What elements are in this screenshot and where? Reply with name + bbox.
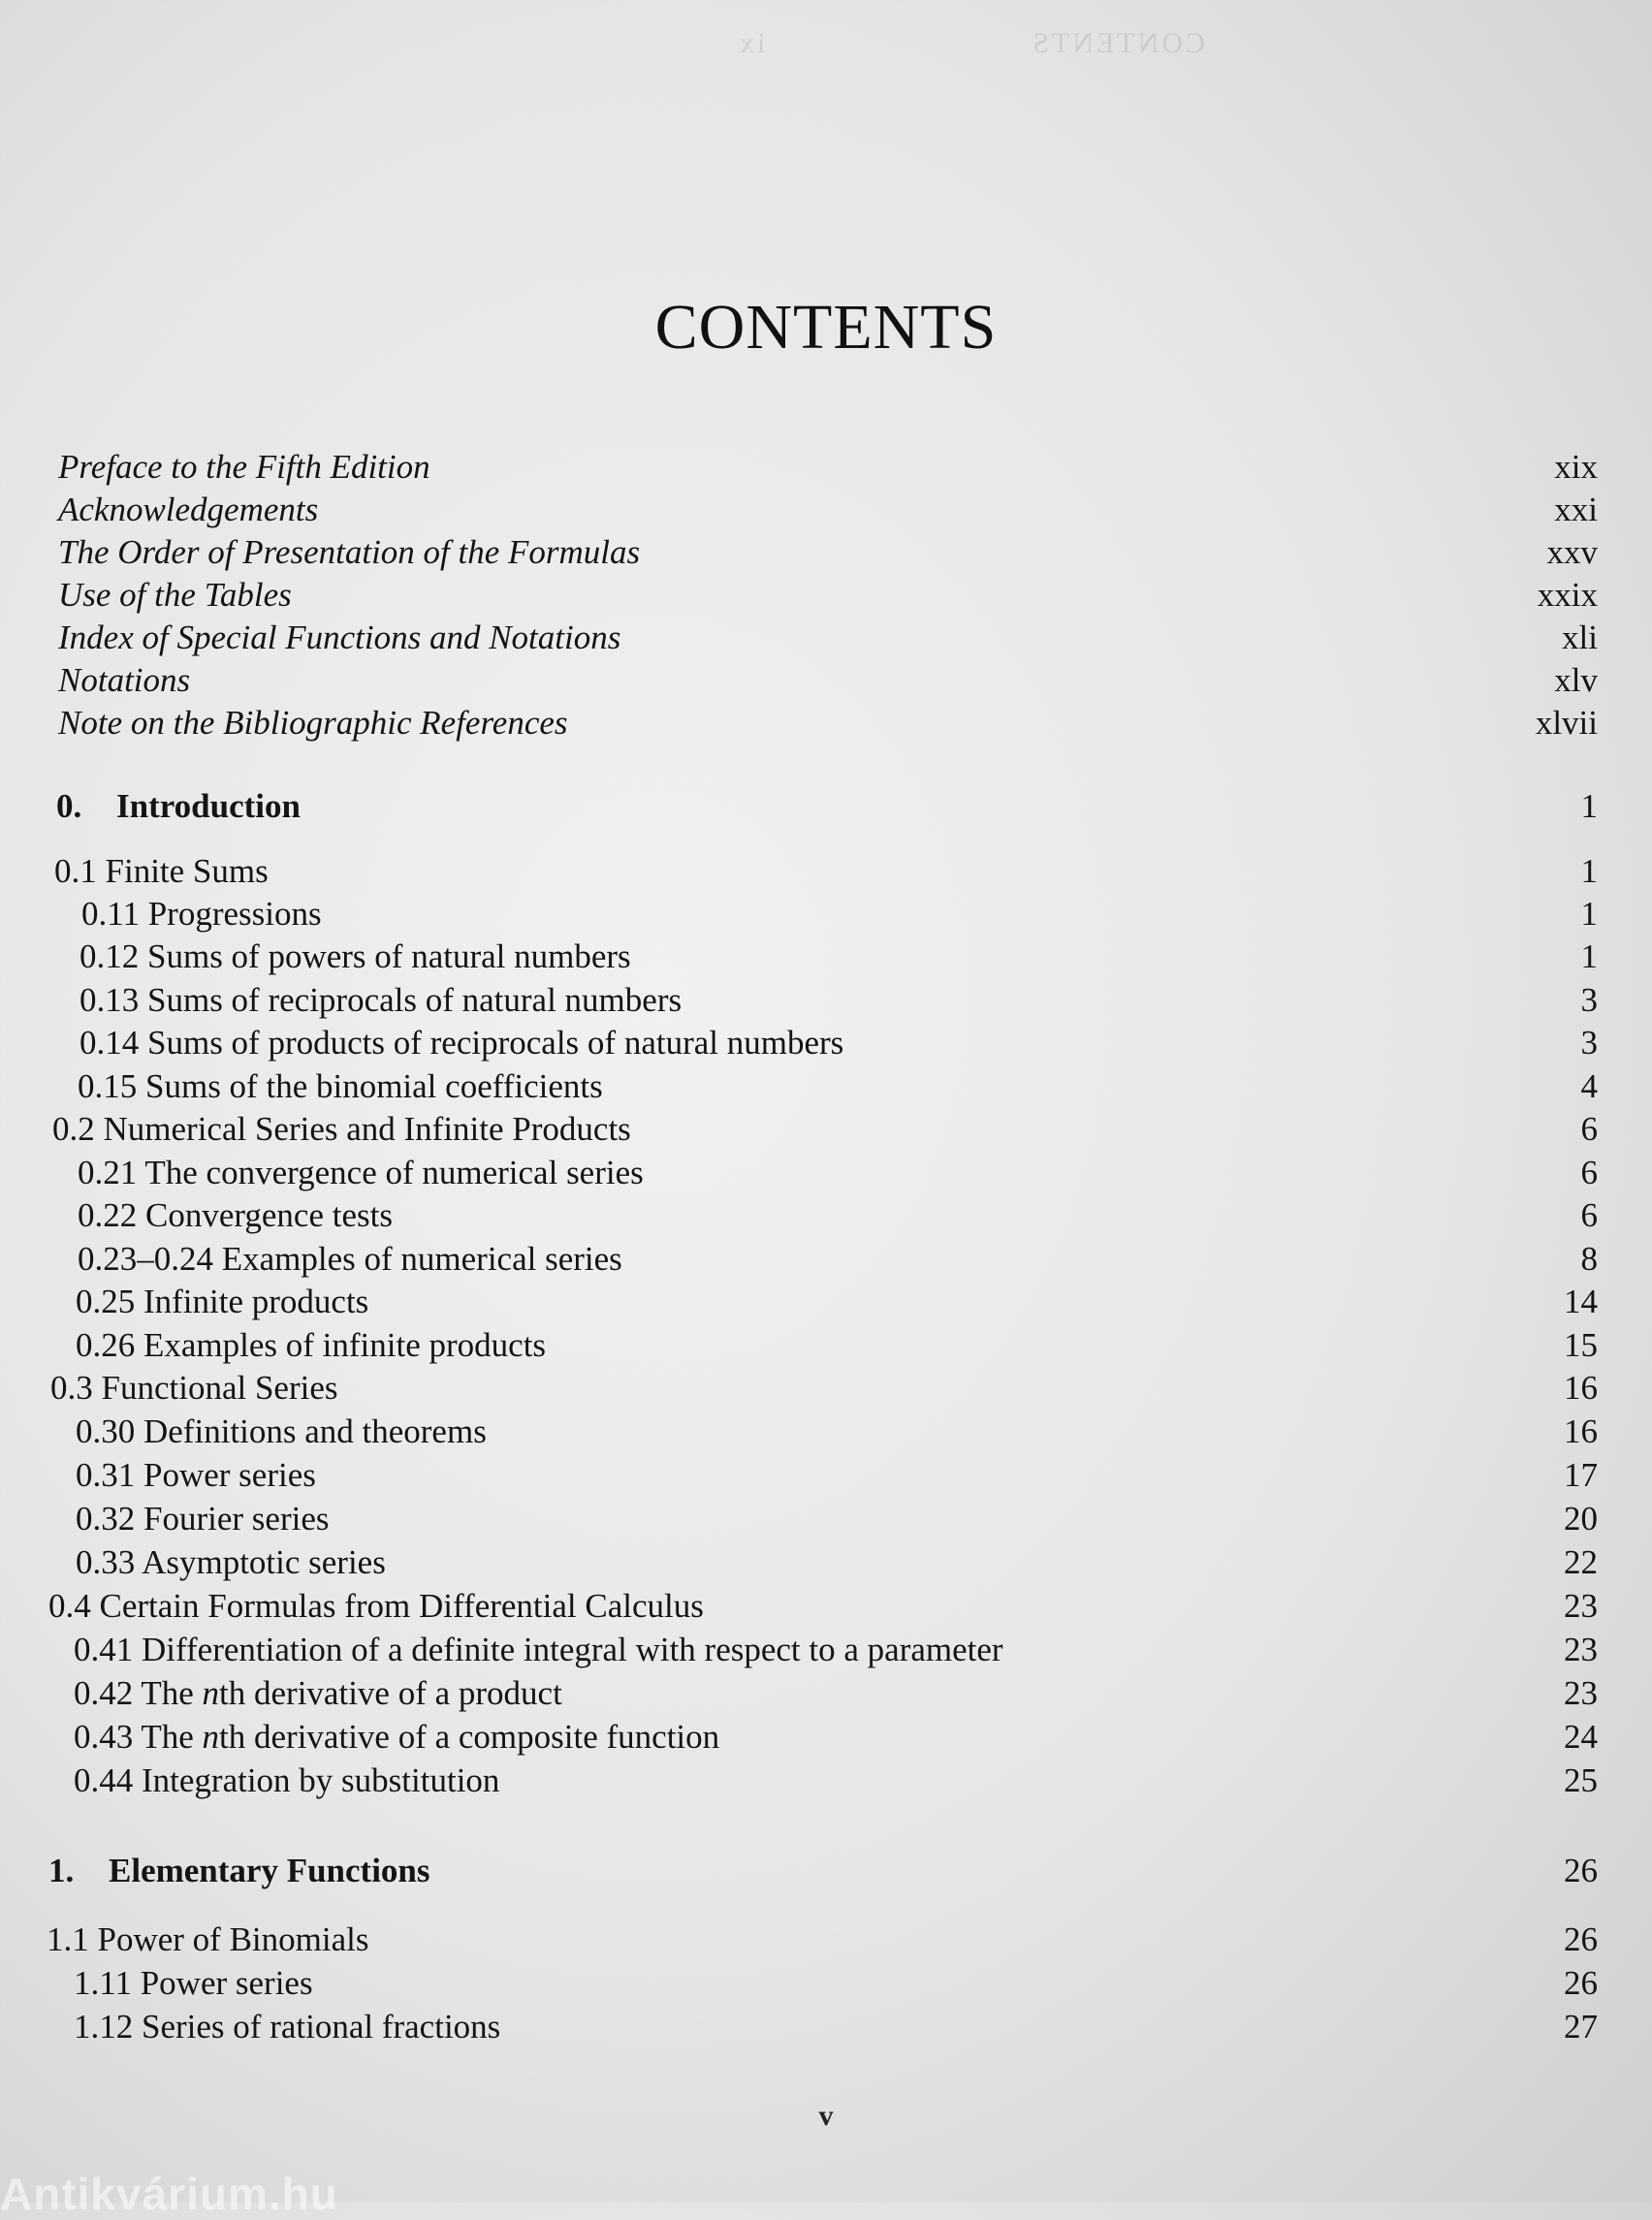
- toc-row-subsection: [0, 1194, 1652, 1237]
- toc-entry-label: Use of the Tables: [58, 576, 292, 614]
- toc-row-subsection: [0, 1672, 1652, 1715]
- toc-entry-label: 0.41 Differentiation of a definite integral with respect to a parameter: [74, 1631, 1003, 1668]
- toc-entry-label: The Order of Presentation of the Formulas: [58, 533, 641, 571]
- toc-entry-page: xxv: [1546, 533, 1598, 571]
- toc-entry-page: 22: [1564, 1543, 1598, 1581]
- toc-entry-label: 1.11 Power series: [74, 1964, 313, 2002]
- toc-row-subsection: [0, 1629, 1652, 1671]
- toc-row-subsection: [0, 1454, 1652, 1497]
- toc-row-subsection: [0, 1541, 1652, 1584]
- toc-row-subsection: [0, 2006, 1652, 2048]
- toc-entry-page: 23: [1564, 1674, 1598, 1712]
- toc-entry-page: 3: [1580, 1024, 1598, 1062]
- toc-row-subsection: [0, 1498, 1652, 1540]
- toc-entry-label: 1.1 Power of Binomials: [47, 1920, 369, 1958]
- toc-entry-page: 6: [1580, 1110, 1598, 1148]
- toc-entry-label: Index of Special Functions and Notations: [58, 618, 621, 656]
- toc-row-subsection: [0, 1281, 1652, 1323]
- toc-row-subsection: [0, 893, 1652, 936]
- toc-entry-label: 0.11 Progressions: [81, 895, 322, 933]
- toc-entry-label: Acknowledgements: [58, 491, 319, 528]
- chapter-title: Introduction: [116, 787, 301, 825]
- chapter-heading: [56, 785, 301, 828]
- toc-entry-page: 20: [1564, 1500, 1598, 1538]
- toc-entry-label: 0.2 Numerical Series and Infinite Products: [52, 1110, 631, 1148]
- toc-entry-page: xix: [1554, 448, 1598, 486]
- bleed-through-running-head: CONTENTS ix: [737, 27, 1205, 59]
- toc-row-section: [0, 1367, 1652, 1410]
- toc-row-chapter: [0, 785, 1652, 828]
- chapter-title: Elementary Functions: [109, 1852, 430, 1889]
- toc-entry-page: 24: [1564, 1718, 1598, 1756]
- toc-entry-page: 23: [1564, 1631, 1598, 1668]
- toc-row-front-matter: [0, 574, 1652, 617]
- toc-row-subsection: [0, 1411, 1652, 1453]
- toc-entry-label: 0.15 Sums of the binomial coefficients: [78, 1067, 603, 1105]
- toc-row-section: [0, 1108, 1652, 1151]
- toc-entry-page: 3: [1580, 981, 1598, 1019]
- toc-row-subsection: [0, 1065, 1652, 1108]
- chapter-number: 0.: [56, 787, 82, 825]
- chapter-number: 1.: [48, 1852, 75, 1889]
- toc-entry-page: xlv: [1554, 661, 1598, 699]
- toc-entry-page: 1: [1580, 787, 1598, 825]
- toc-entry-label: 0.21 The convergence of numerical series: [78, 1154, 644, 1191]
- toc-entry-label: 0.44 Integration by substitution: [74, 1761, 500, 1799]
- toc-entry-page: 27: [1564, 2008, 1598, 2046]
- toc-entry-page: 1: [1580, 852, 1598, 890]
- toc-entry-page: xlvii: [1535, 704, 1598, 742]
- toc-entry-page: xxix: [1537, 576, 1598, 614]
- toc-entry-page: xxi: [1554, 491, 1598, 528]
- toc-entry-label: Notations: [58, 661, 191, 699]
- toc-entry-label: 0.12 Sums of powers of natural numbers: [79, 937, 631, 975]
- toc-entry-label: 0.13 Sums of reciprocals of natural numbers: [79, 981, 683, 1019]
- toc-row-front-matter: [0, 617, 1652, 659]
- toc-row-section: [0, 850, 1652, 893]
- toc-entry-label: 0.25 Infinite products: [76, 1283, 369, 1320]
- toc-entry-page: 6: [1580, 1154, 1598, 1191]
- toc-row-front-matter: [0, 659, 1652, 702]
- toc-row-subsection: [0, 1152, 1652, 1194]
- toc-row-subsection: [0, 1324, 1652, 1367]
- watermark-logo: Antikvárium.hu: [0, 2169, 338, 2219]
- toc-row-subsection: [0, 1760, 1652, 1802]
- toc-row-subsection: [0, 1238, 1652, 1281]
- toc-row-front-matter: [0, 702, 1652, 745]
- toc-entry-label: 0.23–0.24 Examples of numerical series: [78, 1240, 622, 1278]
- toc-entry-page: 1: [1580, 937, 1598, 975]
- toc-entry-label: 0.14 Sums of products of reciprocals of natural numbers: [79, 1024, 844, 1062]
- toc-entry-label: Note on the Bibliographic References: [58, 704, 568, 742]
- toc-entry-page: 1: [1580, 895, 1598, 933]
- toc-entry-page: 16: [1564, 1369, 1598, 1407]
- toc-entry-page: 23: [1564, 1587, 1598, 1625]
- toc-entry-page: 16: [1564, 1412, 1598, 1450]
- toc-entry-page: 26: [1564, 1964, 1598, 2002]
- toc-row-subsection: [0, 1962, 1652, 2005]
- chapter-heading: [48, 1850, 430, 1892]
- toc-entry-label: 0.3 Functional Series: [50, 1369, 338, 1407]
- toc-row-front-matter: [0, 531, 1652, 574]
- toc-entry-page: 15: [1564, 1326, 1598, 1364]
- toc-entry-label: Preface to the Fifth Edition: [58, 448, 430, 486]
- toc-entry-page: xli: [1562, 618, 1598, 656]
- toc-row-chapter: [0, 1850, 1652, 1892]
- toc-entry-page: 26: [1564, 1852, 1598, 1889]
- toc-entry-label: 0.1 Finite Sums: [54, 852, 269, 890]
- toc-entry-label: 1.12 Series of rational fractions: [74, 2008, 501, 2046]
- toc-entry-label: 0.4 Certain Formulas from Differential Calculus: [48, 1587, 704, 1625]
- toc-row-subsection: [0, 979, 1652, 1022]
- toc-entry-label: 0.33 Asymptotic series: [76, 1543, 386, 1581]
- toc-row-subsection: [0, 1022, 1652, 1064]
- toc-entry-page: 4: [1580, 1067, 1598, 1105]
- toc-entry-page: 26: [1564, 1920, 1598, 1958]
- toc-row-subsection: [0, 1716, 1652, 1759]
- toc-entry-label: 0.32 Fourier series: [76, 1500, 330, 1538]
- toc-row-front-matter: [0, 446, 1652, 489]
- toc-row-subsection: [0, 936, 1652, 978]
- toc-entry-label: 0.43 The nth derivative of a composite function: [74, 1718, 720, 1756]
- toc-entry-page: 17: [1564, 1456, 1598, 1494]
- toc-row-section: [0, 1585, 1652, 1628]
- toc-entry-label: 0.26 Examples of infinite products: [76, 1326, 547, 1364]
- toc-row-front-matter: [0, 489, 1652, 531]
- toc-entry-label: 0.30 Definitions and theorems: [76, 1412, 487, 1450]
- toc-row-section: [0, 1919, 1652, 1961]
- toc-entry-label: 0.22 Convergence tests: [78, 1196, 393, 1234]
- toc-entry-label: 0.42 The nth derivative of a product: [74, 1674, 562, 1712]
- toc-entry-page: 8: [1580, 1240, 1598, 1278]
- page-number: v: [818, 2100, 834, 2132]
- toc-entry-page: 14: [1564, 1283, 1598, 1320]
- toc-entry-label: 0.31 Power series: [76, 1456, 316, 1494]
- toc-entry-page: 6: [1580, 1196, 1598, 1234]
- page-title: CONTENTS: [654, 292, 998, 363]
- toc-entry-page: 25: [1564, 1761, 1598, 1799]
